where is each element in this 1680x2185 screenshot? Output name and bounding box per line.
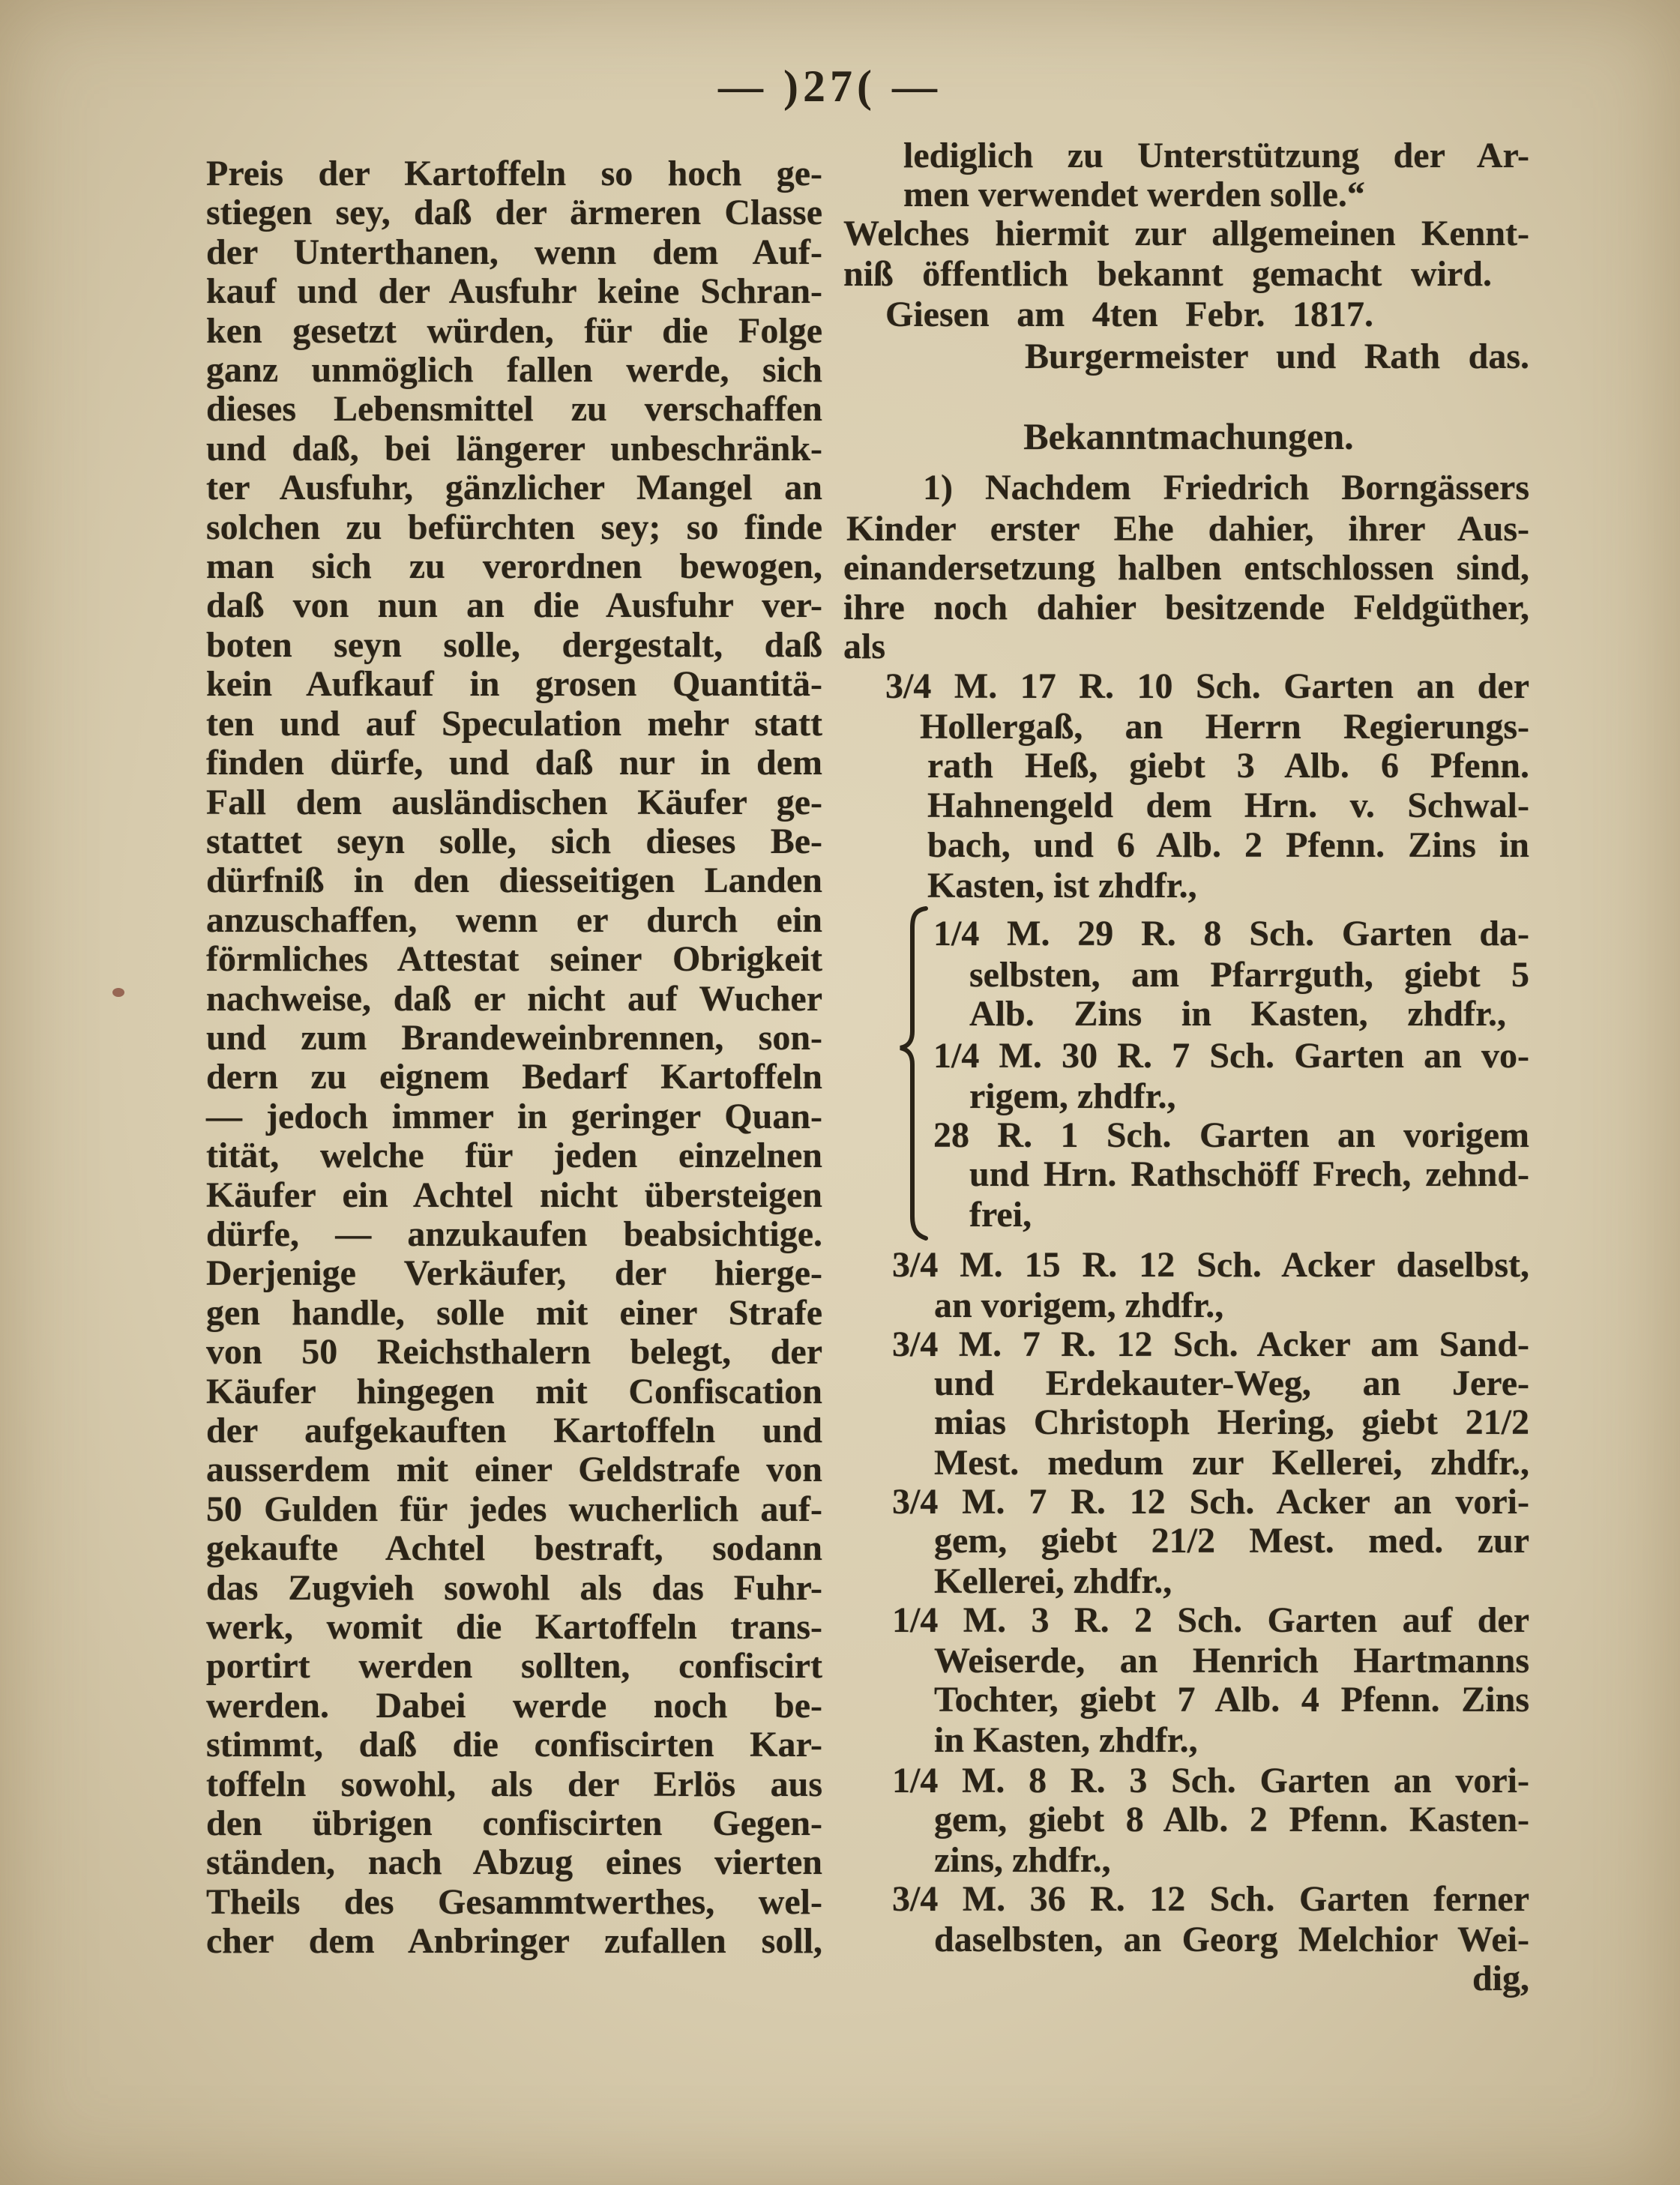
text-line: anzuschaffen, wenn er durch ein [206,899,822,940]
text-line: stimmt, daß die confiscirten Kar- [206,1725,822,1765]
text-line: einandersetzung halben entschlossen sind, [843,548,1529,588]
text-line: und zum Brandeweinbrennen, son- [206,1017,822,1058]
text-line: Theils des Gesammtwerthes, wel- [206,1881,822,1922]
text-line: Kellerei, zhdfr., [934,1561,1172,1601]
text-line: werden. Dabei werde noch be- [206,1685,822,1726]
list-item-line: 1/4 M. 29 R. 8 Sch. Garten da- [933,914,1529,953]
text-line: Kasten, ist zhdfr., [927,866,1197,905]
text-line: Preis der Kartoffeln so hoch ge- [206,154,822,193]
list-item-line: 1/4 M. 30 R. 7 Sch. Garten an vo- [933,1036,1529,1076]
page-number-header: — )27( — [718,61,942,111]
date-line: Giesen am 4ten Febr. 1817. [885,295,1373,334]
section-heading: Bekanntmachungen. [1023,415,1354,457]
text-line: Alb. Zins in Kasten, zhdfr., [969,994,1506,1034]
text-line: der aufgekauften Kartoffeln und [206,1411,822,1450]
text-line: den übrigen confiscirten Gegen- [206,1803,822,1844]
list-item-line: 3/4 M. 7 R. 12 Sch. Acker an vori- [892,1482,1529,1522]
text-line: und Erdekauter-Weg, an Jere- [934,1363,1529,1403]
text-line: ganz unmöglich fallen werde, sich [206,350,822,391]
text-line: Weiserde, an Henrich Hartmanns [934,1641,1529,1681]
text-line: dürfe, — anzukaufen beabsichtige. [206,1214,822,1254]
text-line: förmliches Attestat seiner Obrigkeit [206,939,822,980]
text-line: rigem, zhdfr., [969,1076,1176,1116]
text-line: daselbsten, an Georg Melchior Wei- [934,1920,1529,1959]
text-line: Käufer ein Achtel nicht übersteigen [206,1175,822,1215]
text-line: man sich zu verordnen bewogen, [206,546,822,587]
text-line: werk, womit die Kartoffeln trans- [206,1607,822,1648]
list-item-line: 3/4 M. 15 R. 12 Sch. Acker daselbst, [892,1245,1529,1285]
text-line: 1) Nachdem Friedrich Borngässers [923,468,1529,507]
text-line: ter Ausfuhr, gänzlicher Mangel an [206,468,822,508]
text-line: dern zu eignem Bedarf Kartoffeln [206,1057,822,1097]
list-item-line: 3/4 M. 36 R. 12 Sch. Garten ferner [892,1879,1529,1919]
text-line: Kinder erster Ehe dahier, ihrer Aus- [846,509,1529,549]
text-line: nachweise, daß er nicht auf Wucher [206,978,822,1019]
list-item-line: 3/4 M. 7 R. 12 Sch. Acker am Sand- [892,1324,1529,1364]
text-line: portirt werden sollten, confiscirt [206,1646,822,1687]
text-line: der Unterthanen, wenn dem Auf- [206,232,822,272]
list-item-line: 1/4 M. 8 R. 3 Sch. Garten an vori- [892,1761,1529,1800]
text-line: — jedoch immer in geringer Quan- [206,1096,822,1136]
text-line: mias Christoph Hering, giebt 21/2 [934,1402,1529,1442]
text-line: dürfniß in den diesseitigen Landen [206,861,822,901]
text-line: bach, und 6 Alb. 2 Pfenn. Zins in [927,825,1529,865]
text-line: lediglich zu Unterstützung der Ar- [903,136,1529,175]
text-line: stiegen sey, daß der ärmeren Classe [206,193,822,233]
text-line: frei, [969,1195,1032,1235]
text-line: Fall dem ausländischen Käufer ge- [206,782,822,822]
text-line: dieses Lebensmittel zu verschaffen [206,389,822,430]
text-line: an vorigem, zhdfr., [934,1286,1224,1325]
text-line: zins, zhdfr., [934,1840,1111,1880]
text-line: ausserdem mit einer Geldstrafe von [206,1450,822,1490]
list-item-line: 28 R. 1 Sch. Garten an vorigem [933,1115,1529,1155]
text-line: von 50 Reichsthalern belegt, der [206,1332,822,1372]
text-line: Hahnengeld dem Hrn. v. Schwal- [927,786,1529,825]
left-column [206,154,822,1962]
text-line: gem, giebt 8 Alb. 2 Pfenn. Kasten- [934,1800,1529,1839]
text-line: und daß, bei längerer unbeschränk- [206,428,822,468]
text-line: ihre noch dahier besitzende Feldgüther, [843,588,1529,627]
text-line: cher dem Anbringer zufallen soll, [206,1921,822,1962]
text-line: tität, welche für jeden einzelnen [206,1136,822,1176]
text-line: Tochter, giebt 7 Alb. 4 Pfenn. Zins [934,1680,1529,1720]
text-line: toffeln sowohl, als der Erlös aus [206,1764,822,1804]
text-line: Welches hiermit zur allgemeinen Kennt- [843,214,1529,253]
text-line: ständen, nach Abzug eines vierten [206,1842,822,1883]
text-line: dig, [1472,1959,1529,1998]
list-item-line: 1/4 M. 3 R. 2 Sch. Garten auf der [892,1600,1529,1640]
text-line: ken gesetzt würden, für die Folge [206,310,822,351]
text-line: solchen zu befürchten sey; so finde [206,507,822,547]
curly-brace-stroke [900,908,926,1238]
text-line: Hollergaß, an Herrn Regierungs- [920,707,1529,747]
text-line: gem, giebt 21/2 Mest. med. zur [934,1521,1529,1561]
curly-brace-icon [896,905,930,1241]
text-line: stattet seyn solle, sich dieses Be- [206,821,822,861]
text-line: kein Aufkauf in grosen Quantitä- [206,664,822,705]
text-line: gekaufte Achtel bestraft, sodann [206,1528,822,1569]
text-line: das Zugvieh sowohl als das Fuhr- [206,1567,822,1608]
text-line: daß von nun an die Ausfuhr ver- [206,585,822,626]
text-line: in Kasten, zhdfr., [934,1720,1198,1760]
text-line: kauf und der Ausfuhr keine Schran- [206,271,822,312]
text-line: niß öffentlich bekannt gemacht wird. [843,254,1492,294]
text-line: ten und auf Speculation mehr statt [206,703,822,744]
paper-stain [112,988,124,997]
text-line: gen handle, solle mit einer Strafe [206,1292,822,1333]
text-line: selbsten, am Pfarrguth, giebt 5 [969,955,1529,995]
text-line: finden dürfe, und daß nur in dem [206,743,822,783]
text-line: 50 Gulden für jedes wucherlich auf- [206,1489,822,1529]
text-line: Derjenige Verkäufer, der hierge- [206,1253,822,1294]
text-line: rath Heß, giebt 3 Alb. 6 Pfenn. [927,746,1529,786]
text-line: als [843,627,886,666]
signature-line: Burgermeister und Rath das. [1025,337,1529,376]
text-line: und Hrn. Rathschöff Frech, zehnd- [969,1154,1529,1194]
text-line: boten seyn solle, dergestalt, daß [206,624,822,665]
text-line: Mest. medum zur Kellerei, zhdfr., [934,1443,1529,1483]
text-line: men verwendet werden solle.“ [903,175,1365,214]
list-item-line: 3/4 M. 17 R. 10 Sch. Garten an der [885,666,1529,706]
text-line: Käufer hingegen mit Confiscation [206,1371,822,1411]
